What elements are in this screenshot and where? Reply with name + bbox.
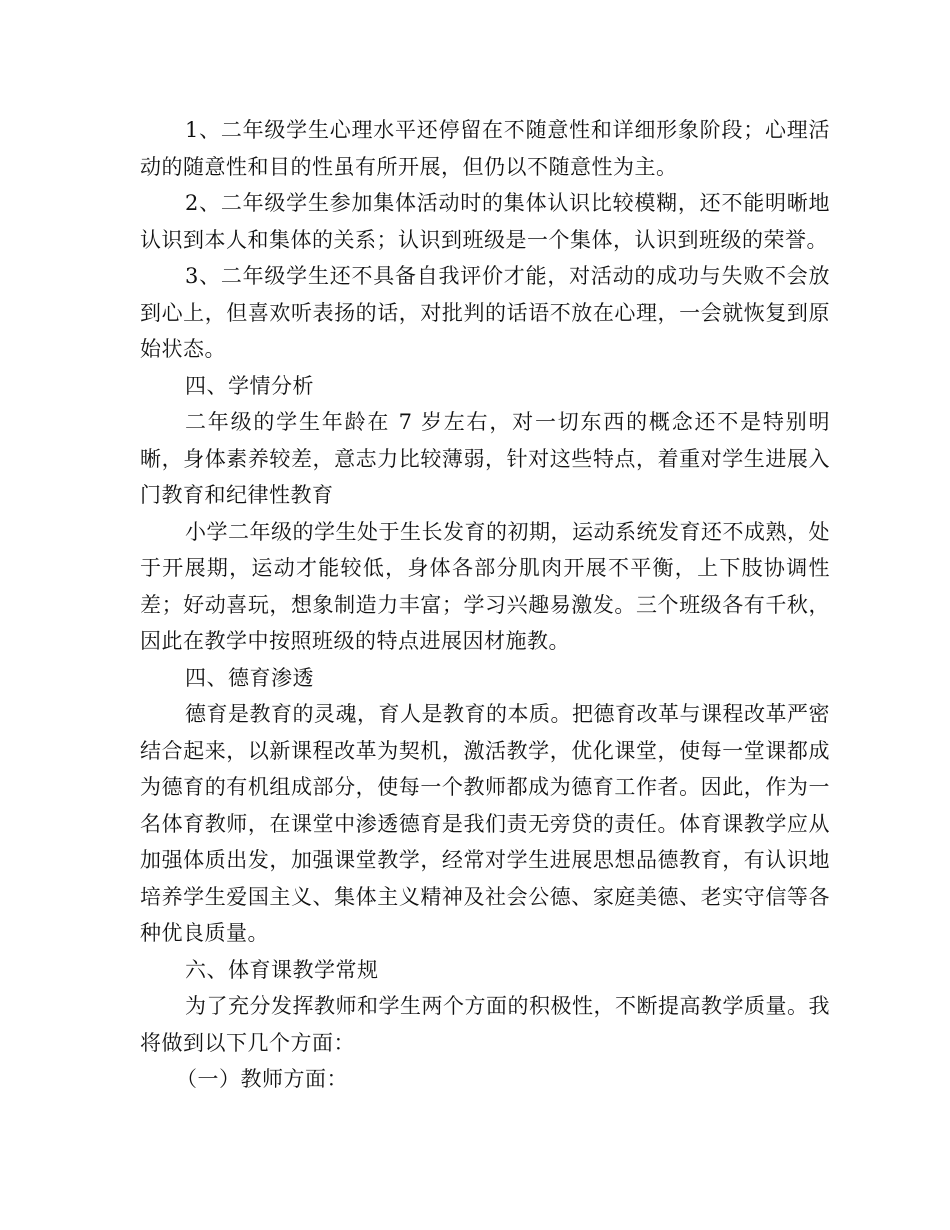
section-heading-teaching-routine: 六、体育课教学常规: [185, 957, 379, 982]
paragraph-point-1: 1、二年级学生心理水平还停留在不随意性和详细形象阶段；心理活动的随意性和目的性虽有所开展，但仍以不随意性为主。: [140, 118, 830, 179]
paragraph-point-3: 3、二年级学生还不具备自我评价才能，对活动的成功与失败不会放到心上，但喜欢听表扬的话，对批判的话语不放在心理，一会就恢复到原始状态。: [140, 264, 830, 361]
section-heading-learning-analysis: 四、学情分析: [185, 373, 314, 398]
paragraph-teaching-routine: 为了充分发挥教师和学生两个方面的积极性，不断提高教学质量。我将做到以下几个方面：: [140, 994, 830, 1055]
subheading-teacher-aspect: （一）教师方面：: [176, 1067, 348, 1091]
paragraph-moral-education: 德育是教育的灵魂，育人是教育的本质。把德育改革与课程改革严密结合起来，以新课程改革为契机，激活教学，优化课堂，使每一堂课都成为德育的有机组成部分，使每一个教师都成为德育工作者。因此，作为一名体育教师，在课堂中渗透德育是我们责无旁贷的责任。体育课教学应从加强体质出发，加强课堂教学，经常对学生进展思想品德教育，有认识地培养学生爱国主义、集体主义精神及社会公德、家庭美德、老实守信等各种优良质量。: [140, 702, 830, 945]
paragraph-learning-analysis-2: 小学二年级的学生处于生长发育的初期，运动系统发育还不成熟，处于开展期，运动才能较低，身体各部分肌肉开展不平衡，上下肢协调性差；好动喜玩，想象制造力丰富；学习兴趣易激发。三个班级各有千秋，因此在教学中按照班级的特点进展因材施教。: [140, 519, 830, 653]
section-heading-moral-education: 四、德育渗透: [185, 665, 314, 690]
paragraph-point-2: 2、二年级学生参加集体活动时的集体认识比较模糊，还不能明晰地认识到本人和集体的关系；认识到班级是一个集体，认识到班级的荣誉。: [140, 191, 830, 252]
document-body: [140, 112, 830, 1098]
paragraph-learning-analysis-1: 二年级的学生年龄在 7 岁左右，对一切东西的概念还不是特别明晰，身体素养较差，意志力比较薄弱，针对这些特点，着重对学生进展入门教育和纪律性教育: [140, 410, 830, 507]
